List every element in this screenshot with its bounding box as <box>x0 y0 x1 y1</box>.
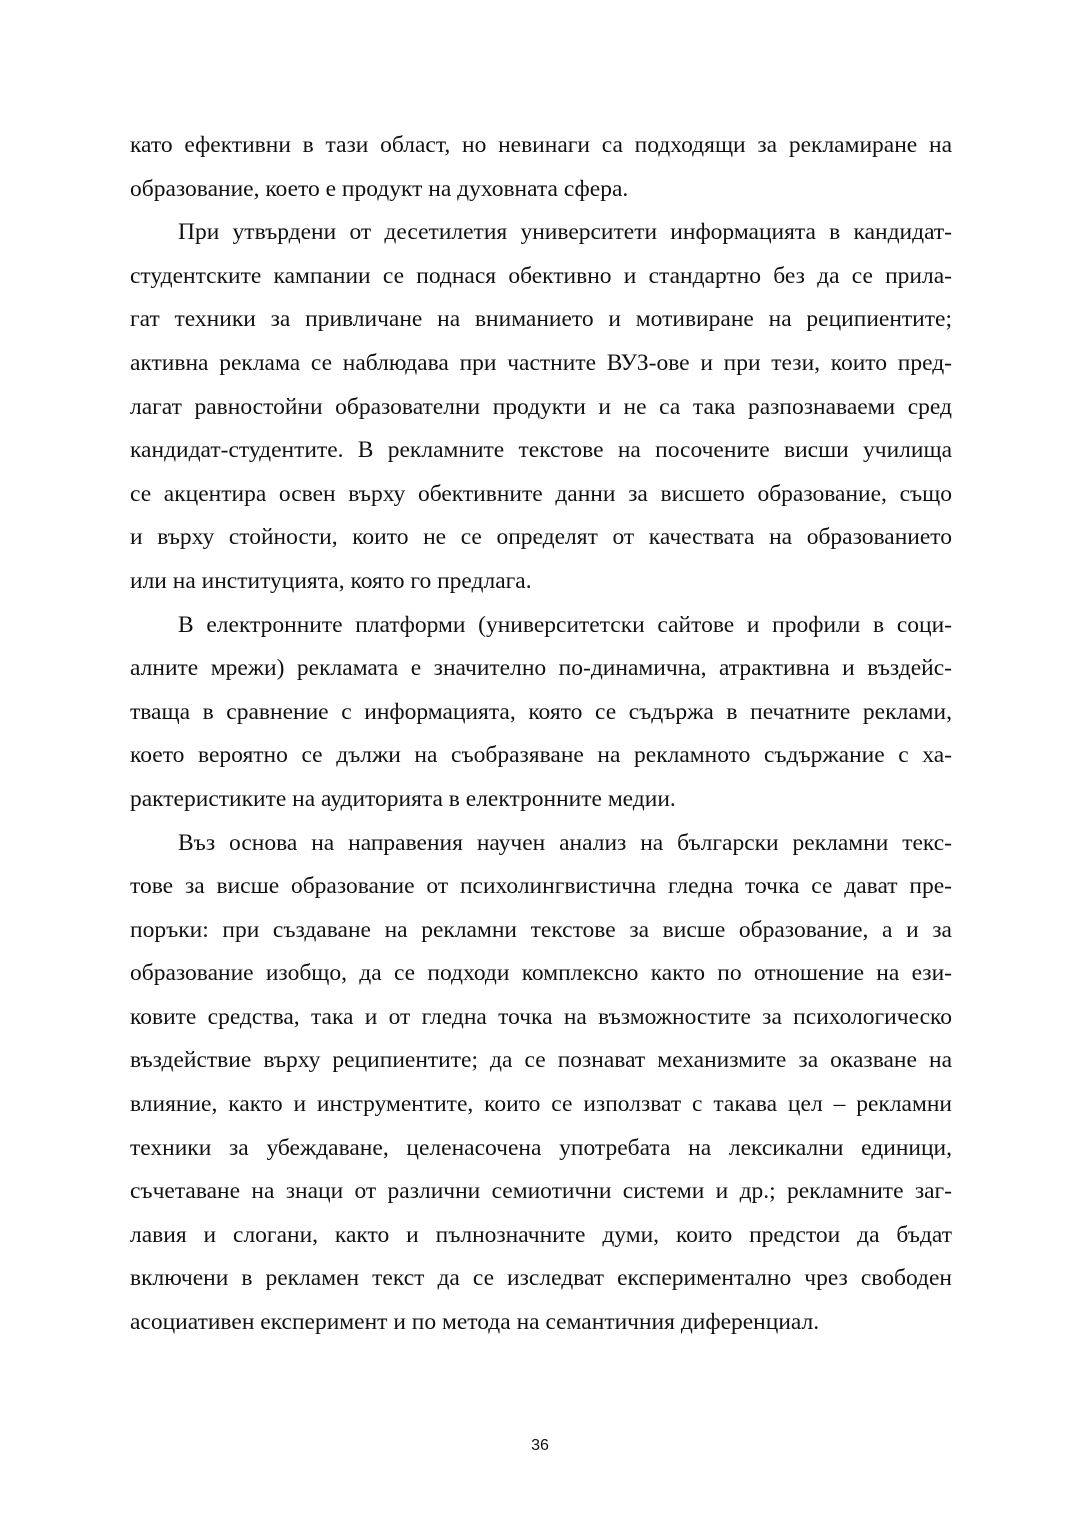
text-line: съчетаване на знаци от различни семиотични системи и др.; рекламните заг- <box>130 1178 952 1205</box>
text-line: лагат равностойни образователни продукти и не са така разпознаваеми сред <box>130 393 952 420</box>
text-line: включени в рекламен текст да се изследват експериментално чрез свободен <box>130 1265 952 1292</box>
text-line: студентските кампании се поднася обективно и стандартно без да се прила- <box>130 262 952 289</box>
text-line: техники за убеждаване, целенасочена употребата на лексикални единици, <box>130 1134 952 1161</box>
text-line: алните мрежи) рекламата е значително по-динамична, атрактивна и въздейс- <box>130 655 952 682</box>
paragraph-first-line: Въз основа на направения научен анализ на български рекламни текс- <box>178 829 952 856</box>
body-text <box>130 124 952 1345</box>
text-line: гат техники за привличане на вниманието и мотивиране на реципиентите; <box>130 306 952 333</box>
paragraph-first-line: При утвърдени от десетилетия университети информацията в кандидат- <box>178 219 952 246</box>
text-line: ковите средства, така и от гледна точка на възможностите за психологическо <box>130 1003 952 1030</box>
text-line: активна реклама се наблюдава при частните ВУЗ-ове и при тези, които пред- <box>130 349 952 376</box>
text-line: или на институцията, която го предлага. <box>130 567 532 594</box>
text-line: образование, което е продукт на духовната сфера. <box>130 175 629 202</box>
text-line: поръки: при създаване на рекламни текстове за висше образование, а и за <box>130 916 952 943</box>
text-line: като ефективни в тази област, но невинаги са подходящи за рекламиране на <box>130 132 952 158</box>
text-line: образование изобщо, да се подходи комплексно както по отношение на ези- <box>130 960 952 987</box>
text-line: и върху стойности, които не се определят от качествата на образованието <box>130 524 952 551</box>
text-line: тваща в сравнение с информацията, която се съдържа в печатните реклами, <box>130 698 952 725</box>
text-line: асоциативен експеримент и по метода на семантичния диференциал. <box>130 1309 820 1336</box>
paragraph-first-line: В електронните платформи (университетски сайтове и профили в соци- <box>178 611 952 638</box>
text-line: лавия и слогани, както и пълнозначните думи, които предстои да бъдат <box>130 1221 952 1248</box>
page-number: 36 <box>531 1437 549 1454</box>
text-line: се акцентира освен върху обективните данни за висшето образование, също <box>130 480 952 507</box>
text-line: което вероятно се дължи на съобразяване на рекламното съдържание с ха- <box>130 742 952 769</box>
text-line: тове за висше образование от психолингвистична гледна точка се дават пре- <box>130 873 952 900</box>
text-line: кандидат-студентите. В рекламните текстове на посочените висши училища <box>130 437 952 464</box>
text-line: влияние, както и инструментите, които се използват с такава цел – рекламни <box>130 1091 952 1118</box>
text-line: въздействие върху реципиентите; да се познават механизмите за оказване на <box>130 1047 952 1074</box>
text-line: рактеристиките на аудиторията в електронните медии. <box>130 785 676 812</box>
